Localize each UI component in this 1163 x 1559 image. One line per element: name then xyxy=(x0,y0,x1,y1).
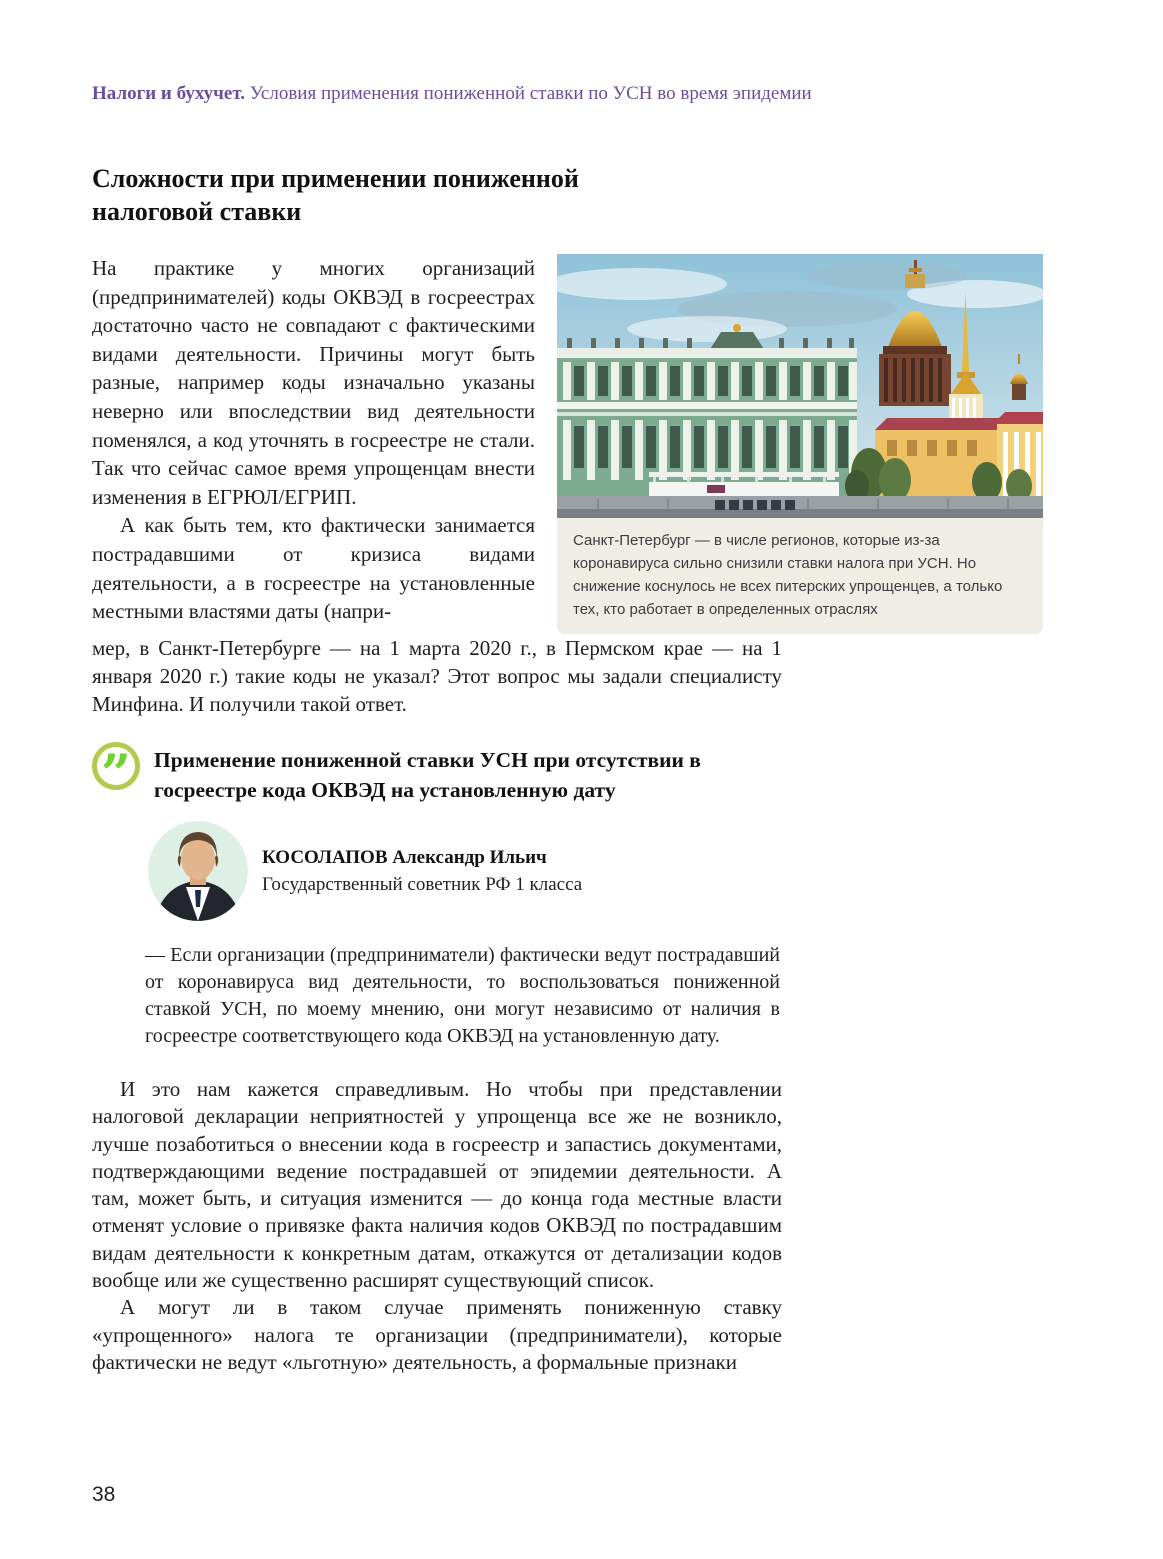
quote-icon xyxy=(92,742,140,790)
photo-caption: Санкт-Петербург — в числе регионов, которые из-за коронавируса сильно снизили ставки налога при УСН. Но снижение коснулось не всех питерских упрощенцев, а только тех, кто работает в определенных отраслях xyxy=(557,518,1043,634)
expert-portrait-icon xyxy=(148,821,248,921)
article-title: Сложности при применении пониженной налоговой ставки xyxy=(92,164,579,226)
expert-title: Государственный советник РФ 1 класса xyxy=(262,873,583,895)
expert-name: КОСОЛАПОВ Александр Ильич xyxy=(262,846,547,868)
expert-meta xyxy=(262,846,582,897)
expert-quote-block xyxy=(92,742,1065,1050)
text-column xyxy=(92,254,535,634)
expert-avatar xyxy=(148,821,248,921)
quote-title: Применение пониженной ставки УСН при отсутствии в госреестре кода ОКВЭД на установленную дату xyxy=(154,748,701,802)
quote-text: — Если организации (предприниматели) фактически ведут пострадавший от коронавируса вид деятельности, то воспользоваться пониженной ставкой УСН, по моему мнению, они могут независимо от наличия в госреестре соответствующего кода ОКВЭД на установленную дату. xyxy=(145,944,780,1047)
paragraph: А как быть тем, кто фактически занимается пострадавшими от кризиса видами деятельности, а в госреестре на установленные местными властями даты (напри- xyxy=(92,513,535,624)
figure-city-photo xyxy=(557,254,1043,634)
expert-row xyxy=(148,821,1065,921)
saint-petersburg-photo xyxy=(557,254,1043,518)
two-column-section xyxy=(92,254,1065,634)
paragraph: А могут ли в таком случае применять пониженную ставку «упрощенного» налога те организации (предприниматели), которые фактически не ведут «льготную» деятельность, а формальные признаки xyxy=(92,1295,782,1374)
running-header-subtitle: Условия применения пониженной ставки по УСН во время эпидемии xyxy=(244,83,812,104)
paragraph: На практике у многих организаций (предпринимателей) коды ОКВЭД в госреестрах достаточно часто не совпадают с фактическими видами деятельности. Причины могут быть разные, например коды изначально указаны неверно или впоследствии вид деятельности поменялся, а код уточнять в госреестре не стали. Так что сейчас самое время упрощенцам внести изменения в ЕГРЮЛ/ЕГРИП. xyxy=(92,256,535,509)
section-brand: Налоги и бухучет. xyxy=(92,83,245,104)
paragraph: И это нам кажется справедливым. Но чтобы при представлении налоговой декларации неприятностей у упрощенца все же не возникло, лучше позаботиться о внесении кода в госреестр и запастись документами, подтверждающими ведение пострадавшей от эпидемии деятельности. А там, может быть, и ситуация изменится — до конца года местные власти отменят условие о привязке факта наличия кодов ОКВЭД по пострадавшим видам деятельности к конкретным датам, откажутся от детализации кодов вообще или же существенно расширят существующий список. xyxy=(92,1077,782,1293)
running-header xyxy=(92,0,1065,106)
page-number: 38 xyxy=(92,1483,116,1506)
quote-head xyxy=(92,742,1065,805)
quotation-marks-icon: ” xyxy=(101,744,131,790)
paragraph-continuation: мер, в Санкт-Петербурге — на 1 марта 2020 г., в Пермском крае — на 1 января 2020 г.) такие коды не указал? Этот вопрос мы задали специалисту Минфина. И получили такой ответ. xyxy=(92,636,782,716)
